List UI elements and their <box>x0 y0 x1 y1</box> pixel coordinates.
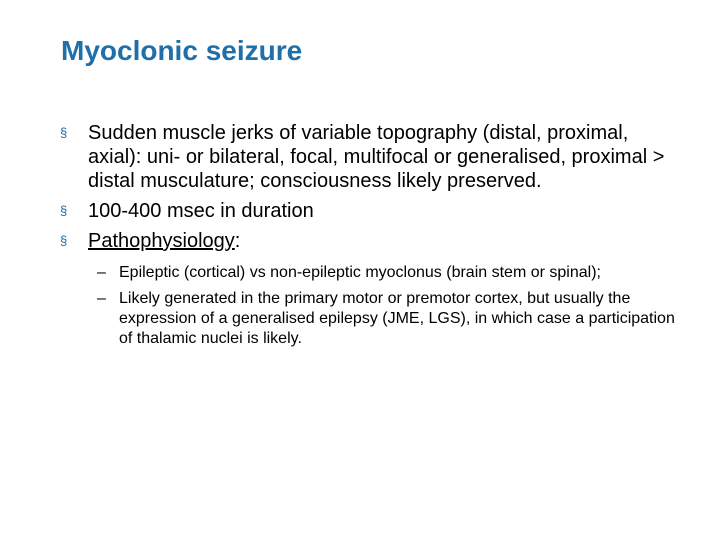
bullet-text: 100-400 msec in duration <box>88 200 314 222</box>
dash-marker-icon: – <box>97 290 106 307</box>
slide-title: Myoclonic seizure <box>61 35 303 66</box>
subbullet-item <box>88 289 680 349</box>
subbullet-text: Epileptic (cortical) vs non-epileptic myoclonus (brain stem or spinal); <box>119 264 601 281</box>
bullet-marker-icon: § <box>60 233 68 248</box>
bullet-marker-icon: § <box>60 203 68 218</box>
bullet-list <box>60 121 680 355</box>
bullet-text: Sudden muscle jerks of variable topography (distal, proximal, axial): uni- or bilateral, focal, multifocal or generalised, proximal > distal musculature; consciousness likely preserved. <box>88 122 665 192</box>
subbullet-item <box>88 263 680 283</box>
bullet-item <box>60 229 680 349</box>
dash-marker-icon: – <box>97 264 106 281</box>
bullet-marker-icon: § <box>60 125 68 140</box>
bullet-item <box>60 121 680 193</box>
subbullet-list <box>88 263 680 349</box>
bullet-suffix: : <box>234 230 241 252</box>
bullet-item <box>60 199 680 223</box>
bullet-text-pathophysiology: Pathophysiology <box>88 230 235 252</box>
subbullet-text: Likely generated in the primary motor or premotor cortex, but usually the expression of a generalised epilepsy (JME, LGS), in which case a participation of thalamic nuclei is likely. <box>119 290 675 347</box>
